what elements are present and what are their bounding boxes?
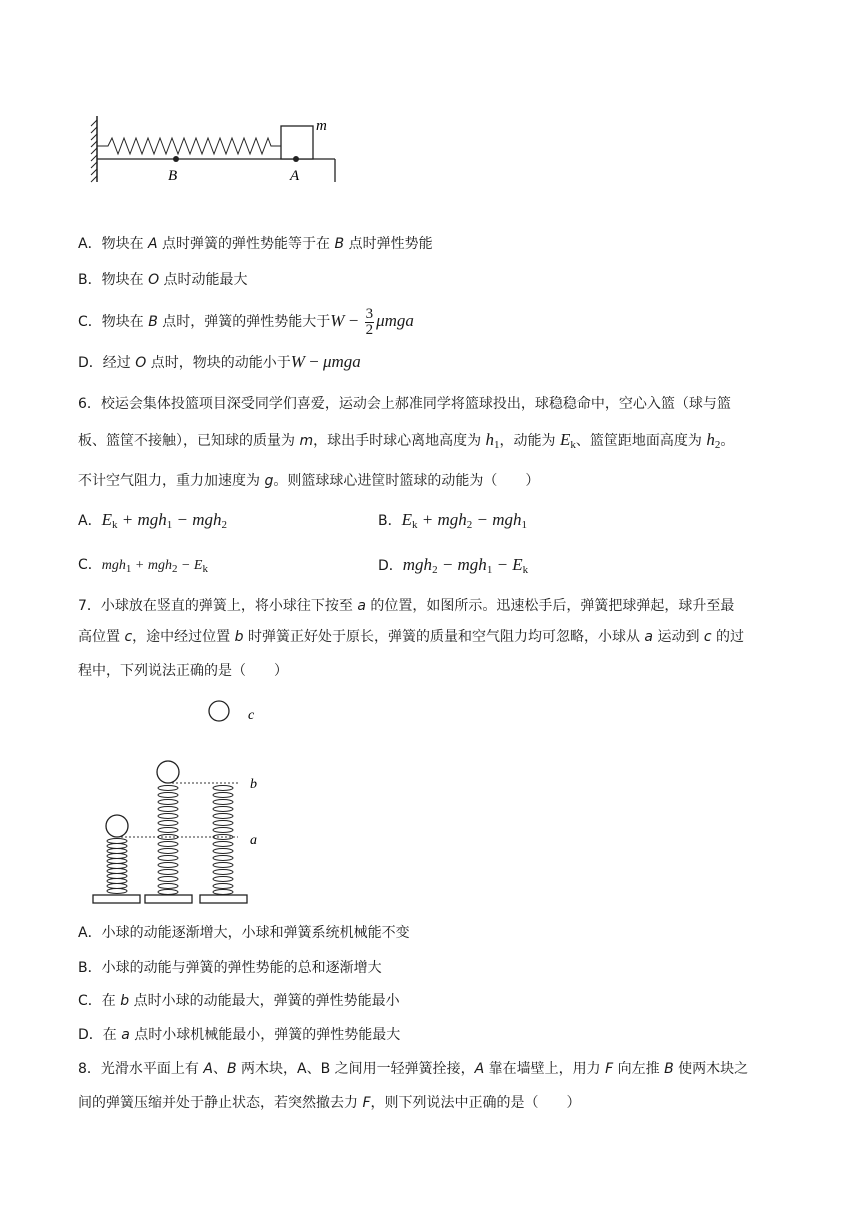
q7-option-d[interactable]: D．在 a 点时小球机械能最小，弹簧的弹性势能最大 — [78, 1027, 401, 1043]
q7-option-a[interactable]: A．小球的动能逐渐增大，小球和弹簧系统机械能不变 — [78, 925, 410, 941]
fig1-label-B: B — [168, 168, 178, 184]
q7-option-c[interactable]: C．在 b 点时小球的动能最大，弹簧的弹性势能最小 — [78, 993, 400, 1009]
q6-stem-line3: 不计空气阻力，重力加速度为 g。则篮球球心进筐时篮球的动能为（ ） — [78, 473, 540, 489]
fraction-three-halves: $\frac{3}{2}$ — [365, 305, 374, 338]
q5-option-c[interactable]: C．物块在 B 点时，弹簧的弹性势能大于W − $\frac{3}{2}$ μmga — [78, 305, 414, 338]
q7-stem-line1: 7．小球放在竖直的弹簧上，将小球往下按至 a 的位置，如图所示。迅速松手后，弹簧把球弹起，球升至最 — [78, 598, 735, 614]
q6-stem-line1: 6．校运会集体投篮项目深受同学们喜爱，运动会上郝准同学将篮球投出，球稳稳命中，空心入篮（球与篮 — [78, 396, 731, 412]
fig1-label-A: A — [290, 168, 300, 184]
q6-option-c[interactable]: C．$mgh_1 + mgh_2 - E_k$ — [78, 557, 208, 575]
fig2-label-c: c — [248, 708, 255, 723]
q5-option-a[interactable]: A．物块在 A 点时弹簧的弹性势能等于在 B 点时弹性势能 — [78, 236, 433, 252]
fig2-label-a: a — [250, 833, 257, 848]
q6-option-d[interactable]: D．$mgh_2 - mgh_1 - E_k$ — [378, 555, 529, 576]
q5-option-d[interactable]: D．经过 O 点时，物块的动能小于W − μmga — [78, 352, 361, 371]
fig2-label-b: b — [250, 777, 257, 792]
fig1-label-m: m — [316, 118, 327, 134]
spring-ball-figure — [88, 696, 278, 906]
q8-stem-line2: 间的弹簧压缩并处于静止状态，若突然撤去力 F，则下列说法中正确的是（ ） — [78, 1095, 581, 1111]
q7-option-b[interactable]: B．小球的动能与弹簧的弹性势能的总和逐渐增大 — [78, 960, 382, 976]
q5-option-b[interactable]: B．物块在 O 点时动能最大 — [78, 272, 248, 288]
q7-stem-line3: 程中，下列说法正确的是（ ） — [78, 663, 288, 679]
q8-stem-line1: 8．光滑水平面上有 A、B 两木块，A、B 之间用一轻弹簧拴接，A 靠在墙壁上，用力 F 向左推 B 使两木块之 — [78, 1061, 749, 1077]
q6-stem-line2: 板、篮筐不接触），已知球的质量为 m，球出手时球心离地高度为 $h_1$，动能为 $E_k$、篮筐距地面高度为 $h_2$。 — [78, 430, 735, 451]
q7-stem-line2: 高位置 c，途中经过位置 b 时弹簧正好处于原长，弹簧的质量和空气阻力均可忽略，小球从 a 运动到 c 的过 — [78, 629, 745, 645]
spring-block-figure — [80, 108, 350, 188]
q6-option-a[interactable]: A．$E_k + mgh_1 - mgh_2$ — [78, 510, 227, 531]
q6-option-b[interactable]: B．$E_k + mgh_2 - mgh_1$ — [378, 510, 527, 531]
